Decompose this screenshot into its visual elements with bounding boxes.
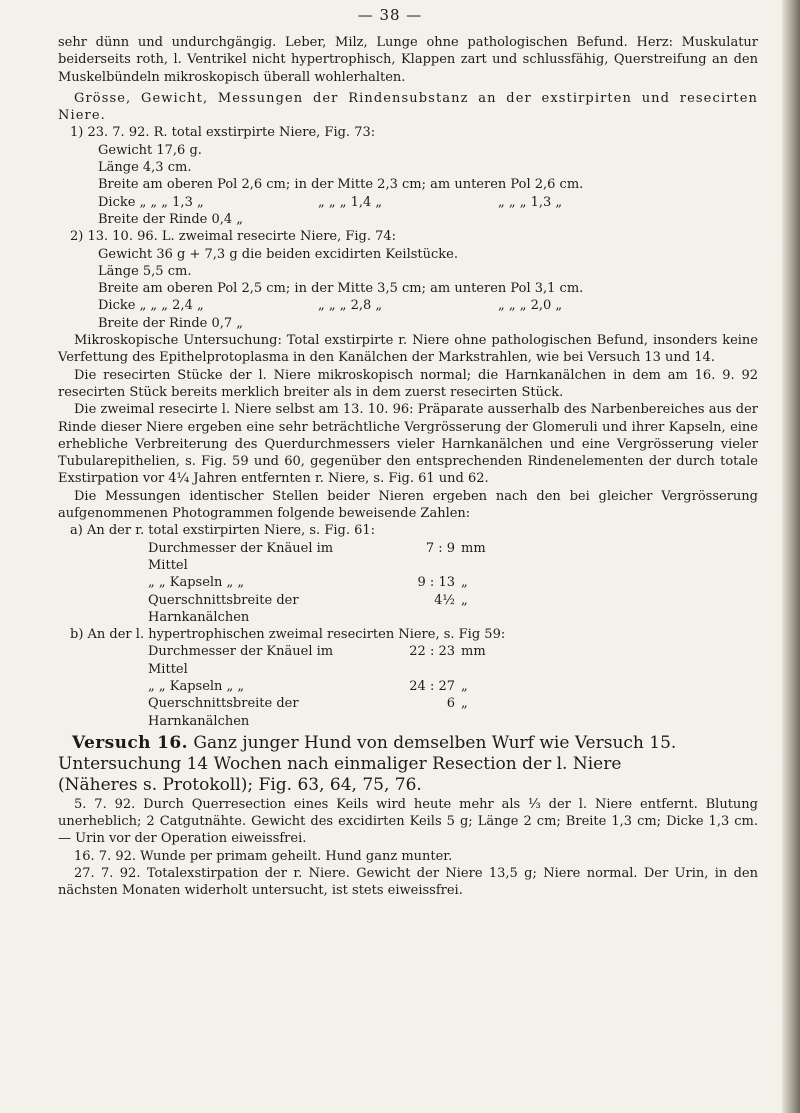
b-row-unit: „ (461, 696, 468, 712)
item1-breite-mitte: in der Mitte 2,3 cm; (294, 177, 426, 193)
b-row (58, 643, 758, 678)
b-row-key: Durchmesser der Knäuel im Mittel (148, 644, 334, 677)
item2-breite (58, 280, 758, 297)
intro-paragraph: sehr dünn und undurchgängig. Leber, Milz, Lunge ohne pathologischen Befund. Herz: Muskulatur beiderseits roth, l. Ventrikel nicht hypertrophisch, Klappen zart und schlussfähig, Querstreifung an den Muskelbündeln mikroskopisch überall wohlerhalten. (58, 35, 758, 85)
b-row (58, 695, 758, 730)
a-row-key: Durchmesser der Knäuel im Mittel (148, 540, 334, 573)
a-row-unit: mm (461, 540, 486, 556)
versuch-heading (58, 733, 758, 796)
b-row-value: 6 (446, 696, 455, 712)
item1-dicke (58, 194, 758, 211)
b-row-key: „ „ Kapseln „ „ (148, 678, 245, 694)
versuch-line1: Ganz junger Hund von demselben Wurf wie Versuch 15. (193, 732, 677, 753)
item1-title: 1) 23. 7. 92. R. total exstirpirte Niere, Fig. 73: (70, 125, 376, 141)
item2-breite-unten: am unteren Pol 3,1 cm. (430, 281, 584, 297)
item1-gewicht: Gewicht 17,6 g. (98, 142, 202, 158)
item1-dicke-unten: „ „ „ 1,3 „ (498, 194, 563, 210)
item2-breite-oben: Breite am oberen Pol 2,5 cm; (98, 281, 291, 297)
messungen-paragraph: Die Messungen identischer Stellen beider Nieren ergeben nach den bei gleicher Vergrösserung aufgenommenen Photogrammen folgende beweisende Zahlen: (58, 488, 758, 522)
item1-laenge: Länge 4,3 cm. (98, 160, 192, 176)
item2-dicke (58, 297, 758, 314)
item1-breite-unten: am unteren Pol 2,6 cm. (430, 177, 584, 193)
a-row-value: 9 : 13 (417, 575, 455, 591)
b-row-key: Querschnittsbreite der Harnkanälchen (148, 696, 299, 729)
b-row-value: 22 : 23 (409, 644, 455, 660)
item2-gewicht: Gewicht 36 g + 7,3 g die beiden excidirten Keilstücke. (98, 246, 458, 262)
a-row (58, 540, 758, 575)
a-row-value: 7 : 9 (425, 540, 455, 556)
item1-dicke-mitte: „ „ „ 1,4 „ (318, 194, 383, 210)
protocol-entry-27-7: 27. 7. 92. Totalexstirpation der r. Niere. Gewicht der Niere 13,5 g; Niere normal. Der Urin, in den nächsten Monaten widerholt untersucht, ist stets eiweissfrei. (58, 866, 758, 899)
protocol-entry-16-7: 16. 7. 92. Wunde per primam geheilt. Hund ganz munter. (74, 848, 453, 864)
b-row-value: 24 : 27 (409, 678, 455, 694)
resecirten-paragraph: Die resecirten Stücke der l. Niere mikroskopisch normal; die Harnkanälchen in dem am 16. 9. 92 resecirten Stück bereits merklich breiter als in dem zuerst resecirten Stück. (58, 367, 758, 400)
item2-dicke-unten: „ „ „ 2,0 „ (498, 298, 563, 314)
item2-dicke-oben: Dicke „ „ „ 2,4 „ (98, 298, 204, 314)
a-row-key: Querschnittsbreite der Harnkanälchen (148, 592, 299, 625)
item1-dicke-oben: Dicke „ „ „ 1,3 „ (98, 194, 204, 210)
versuch-line2: Untersuchung 14 Wochen nach einmaliger Resection der l. Niere (58, 753, 622, 774)
b-row-unit: „ (461, 678, 468, 694)
item1-breite (58, 176, 758, 193)
a-title: a) An der r. total exstirpirten Niere, s. Fig. 61: (70, 523, 376, 539)
item2-laenge: Länge 5,5 cm. (98, 263, 192, 279)
item1-breite-oben: Breite am oberen Pol 2,6 cm; (98, 177, 291, 193)
a-row-unit: „ (461, 575, 468, 591)
item2-breite-mitte: in der Mitte 3,5 cm; (294, 281, 426, 297)
versuch-line3: (Näheres s. Protokoll); Fig. 63, 64, 75, 76. (58, 774, 422, 795)
a-row-value: 4½ (434, 592, 455, 608)
mikro-paragraph: Mikroskopische Untersuchung: Total exstirpirte r. Niere ohne pathologischen Befund, insonders keine Verfettung des Epithelprotoplasma in den Kanälchen der Markstrahlen, wie bei Versuch 13 und 14. (58, 333, 758, 366)
b-row (58, 678, 758, 695)
b-title: b) An der l. hypertrophischen zweimal resecirten Niere, s. Fig 59: (70, 627, 506, 643)
a-row (58, 574, 758, 591)
page-body (58, 34, 758, 900)
zweimal-paragraph: Die zweimal resecirte l. Niere selbst am 13. 10. 96: Präparate ausserhalb des Narbenbereiches aus der Rinde dieser Niere ergeben eine sehr beträchtliche Vergrösserung der Glomeruli und ihrer Kapseln, eine erhebliche Verbreiterung des Querdurchmessers vieler Harnkanälchen und eine Vergrösserung vieler Tubularepithelien, s. Fig. 59 und 60, gegenüber den entsprechenden Rindenelementen der durch totale Exstirpation vor 4¼ Jahren entfernten r. Niere, s. Fig. 61 und 62. (58, 402, 758, 487)
page-number: — 38 — (357, 6, 423, 24)
a-row-key: „ „ Kapseln „ „ (148, 575, 245, 591)
versuch-label: Versuch 16. (72, 732, 188, 753)
a-row-unit: „ (461, 592, 468, 608)
item2-title: 2) 13. 10. 96. L. zweimal resecirte Niere, Fig. 74: (70, 229, 397, 245)
protocol-entry-5-7: 5. 7. 92. Durch Querresection eines Keils wird heute mehr als ⅓ der l. Niere entfernt. Blutung unerheblich; 2 Catgutnähte. Gewicht des excidirten Keils 5 g; Länge 2 cm; Breite 1,3 cm; Dicke 1,3 cm. — Urin vor der Operation eiweissfrei. (58, 796, 758, 847)
groesse-heading: Grösse, Gewicht, Messungen der Rindensubstanz an der exstirpirten und resecirten Niere. (58, 90, 758, 124)
item2-dicke-mitte: „ „ „ 2,8 „ (318, 298, 383, 314)
item1-rinde: Breite der Rinde 0,4 „ (98, 211, 244, 227)
item2-rinde: Breite der Rinde 0,7 „ (98, 315, 244, 331)
b-row-unit: mm (461, 644, 486, 660)
a-row (58, 592, 758, 627)
page-binding-edge (782, 0, 800, 1113)
